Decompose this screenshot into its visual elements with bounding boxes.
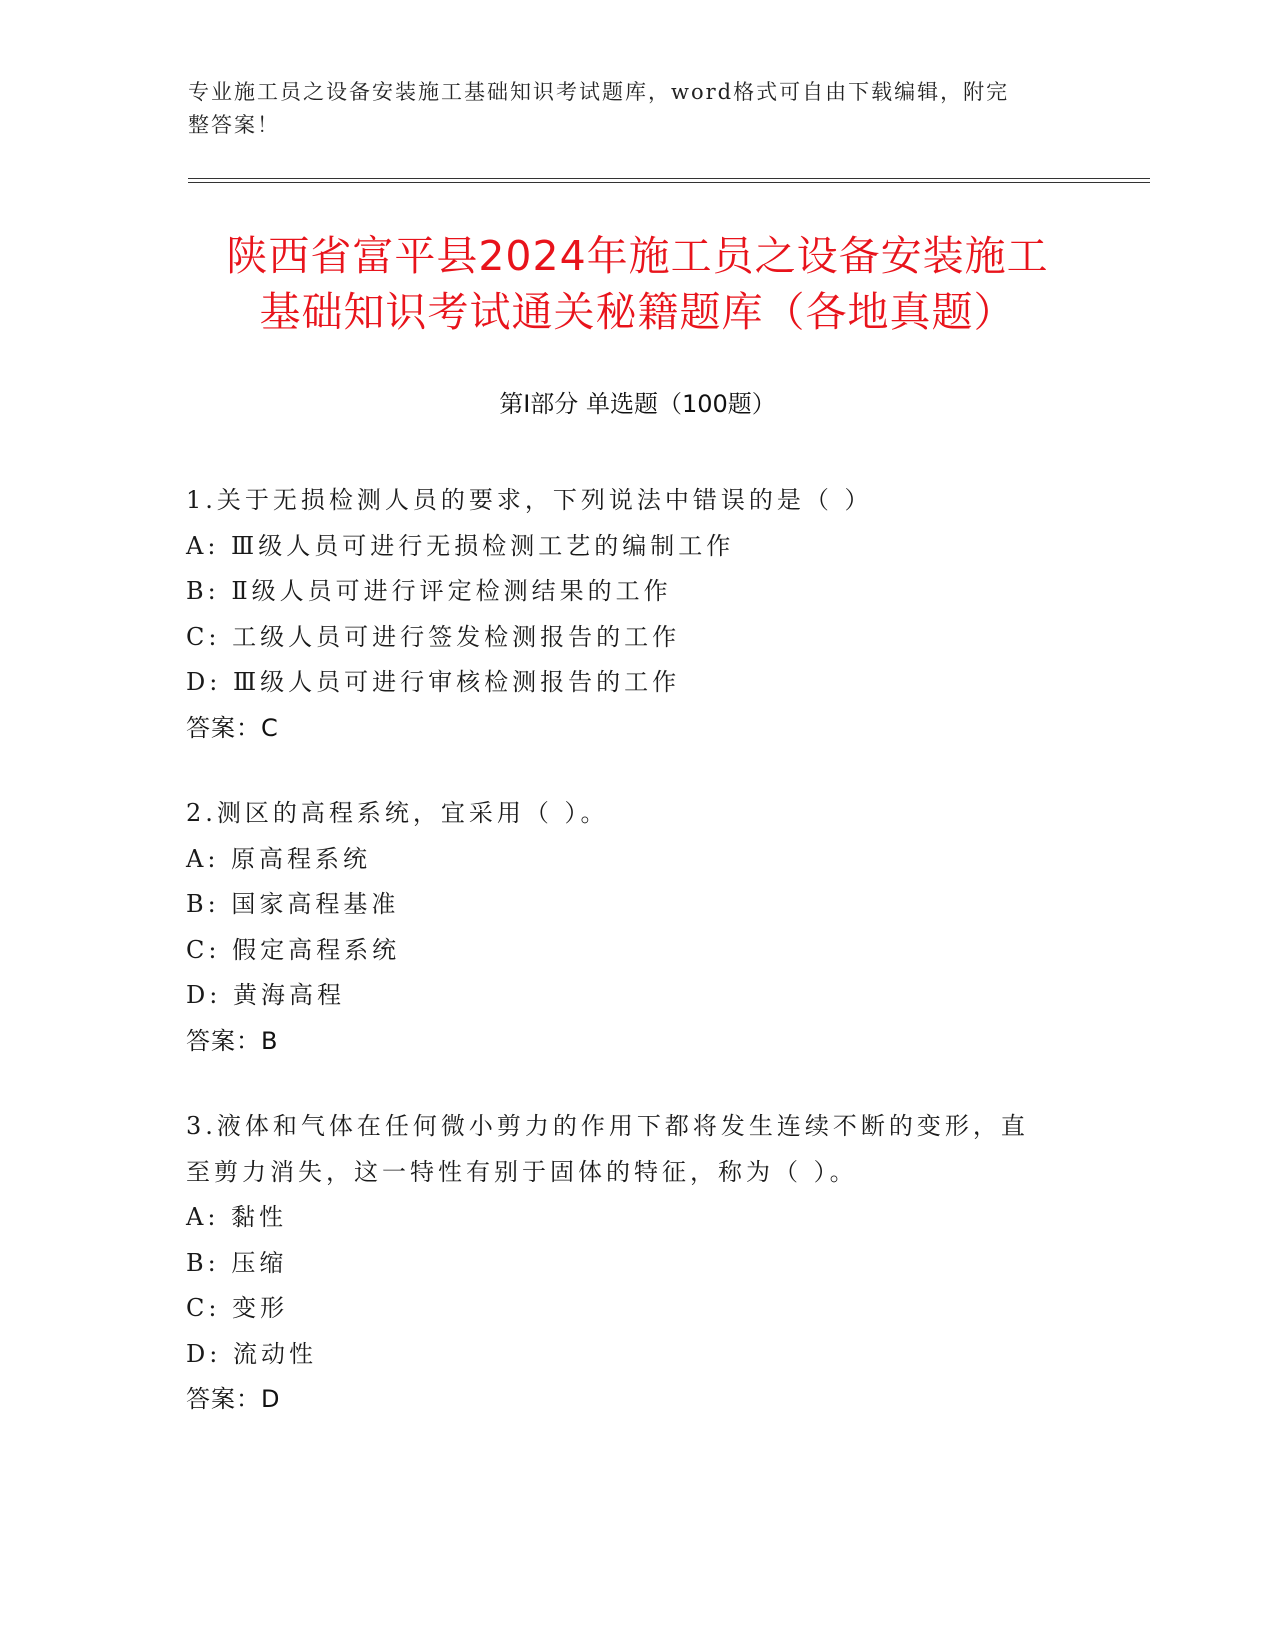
question-1 xyxy=(186,478,1066,751)
header-note-line-1: 专业施工员之设备安装施工基础知识考试题库，word格式可自由下载编辑，附完 xyxy=(188,80,1010,104)
question-list xyxy=(186,478,1066,1463)
question-stem-line-1: 3.液体和气体在任何微小剪力的作用下都将发生连续不断的变形，直 xyxy=(186,1112,1029,1140)
header-note xyxy=(188,76,1068,142)
option-b: B: 国家高程基准 xyxy=(186,890,400,918)
option-b: B: 压缩 xyxy=(186,1248,288,1277)
option-c: C: 假定高程系统 xyxy=(186,935,401,964)
question-2 xyxy=(186,791,1066,1064)
answer-line: 答案：D xyxy=(186,1385,281,1413)
option-a: A: 原高程系统 xyxy=(186,844,372,873)
document-title-line-1: 陕西省富平县2024年施工员之设备安装施工 xyxy=(226,232,1049,280)
option-b: B: Ⅱ级人员可进行评定检测结果的工作 xyxy=(186,577,672,605)
option-c: C: 变形 xyxy=(186,1294,289,1322)
document-title xyxy=(175,228,1100,340)
header-note-line-2: 整答案！ xyxy=(188,113,280,137)
header-divider xyxy=(188,178,1150,183)
option-d: D: Ⅲ级人员可进行审核检测报告的工作 xyxy=(186,668,681,696)
question-stem: 2.测区的高程系统，宜采用（ ）。 xyxy=(186,799,609,827)
section-title: 第Ⅰ部分 单选题（100题） xyxy=(499,390,776,418)
answer-line: 答案：C xyxy=(186,713,279,742)
question-stem-line-2: 至剪力消失，这一特性有别于固体的特征，称为（ ）。 xyxy=(186,1157,858,1186)
option-c: C: 工级人员可进行签发检测报告的工作 xyxy=(186,622,681,651)
question-3 xyxy=(186,1104,1066,1423)
answer-line: 答案：B xyxy=(186,1026,279,1055)
option-a: A: Ⅲ级人员可进行无损检测工艺的编制工作 xyxy=(186,531,735,560)
option-a: A: 黏性 xyxy=(186,1203,288,1231)
document-title-line-2: 基础知识考试通关秘籍题库（各地真题） xyxy=(259,288,1016,336)
option-d: D: 流动性 xyxy=(186,1339,317,1368)
option-d: D: 黄海高程 xyxy=(186,981,345,1009)
question-stem: 1.关于无损检测人员的要求，下列说法中错误的是（ ） xyxy=(186,486,873,514)
